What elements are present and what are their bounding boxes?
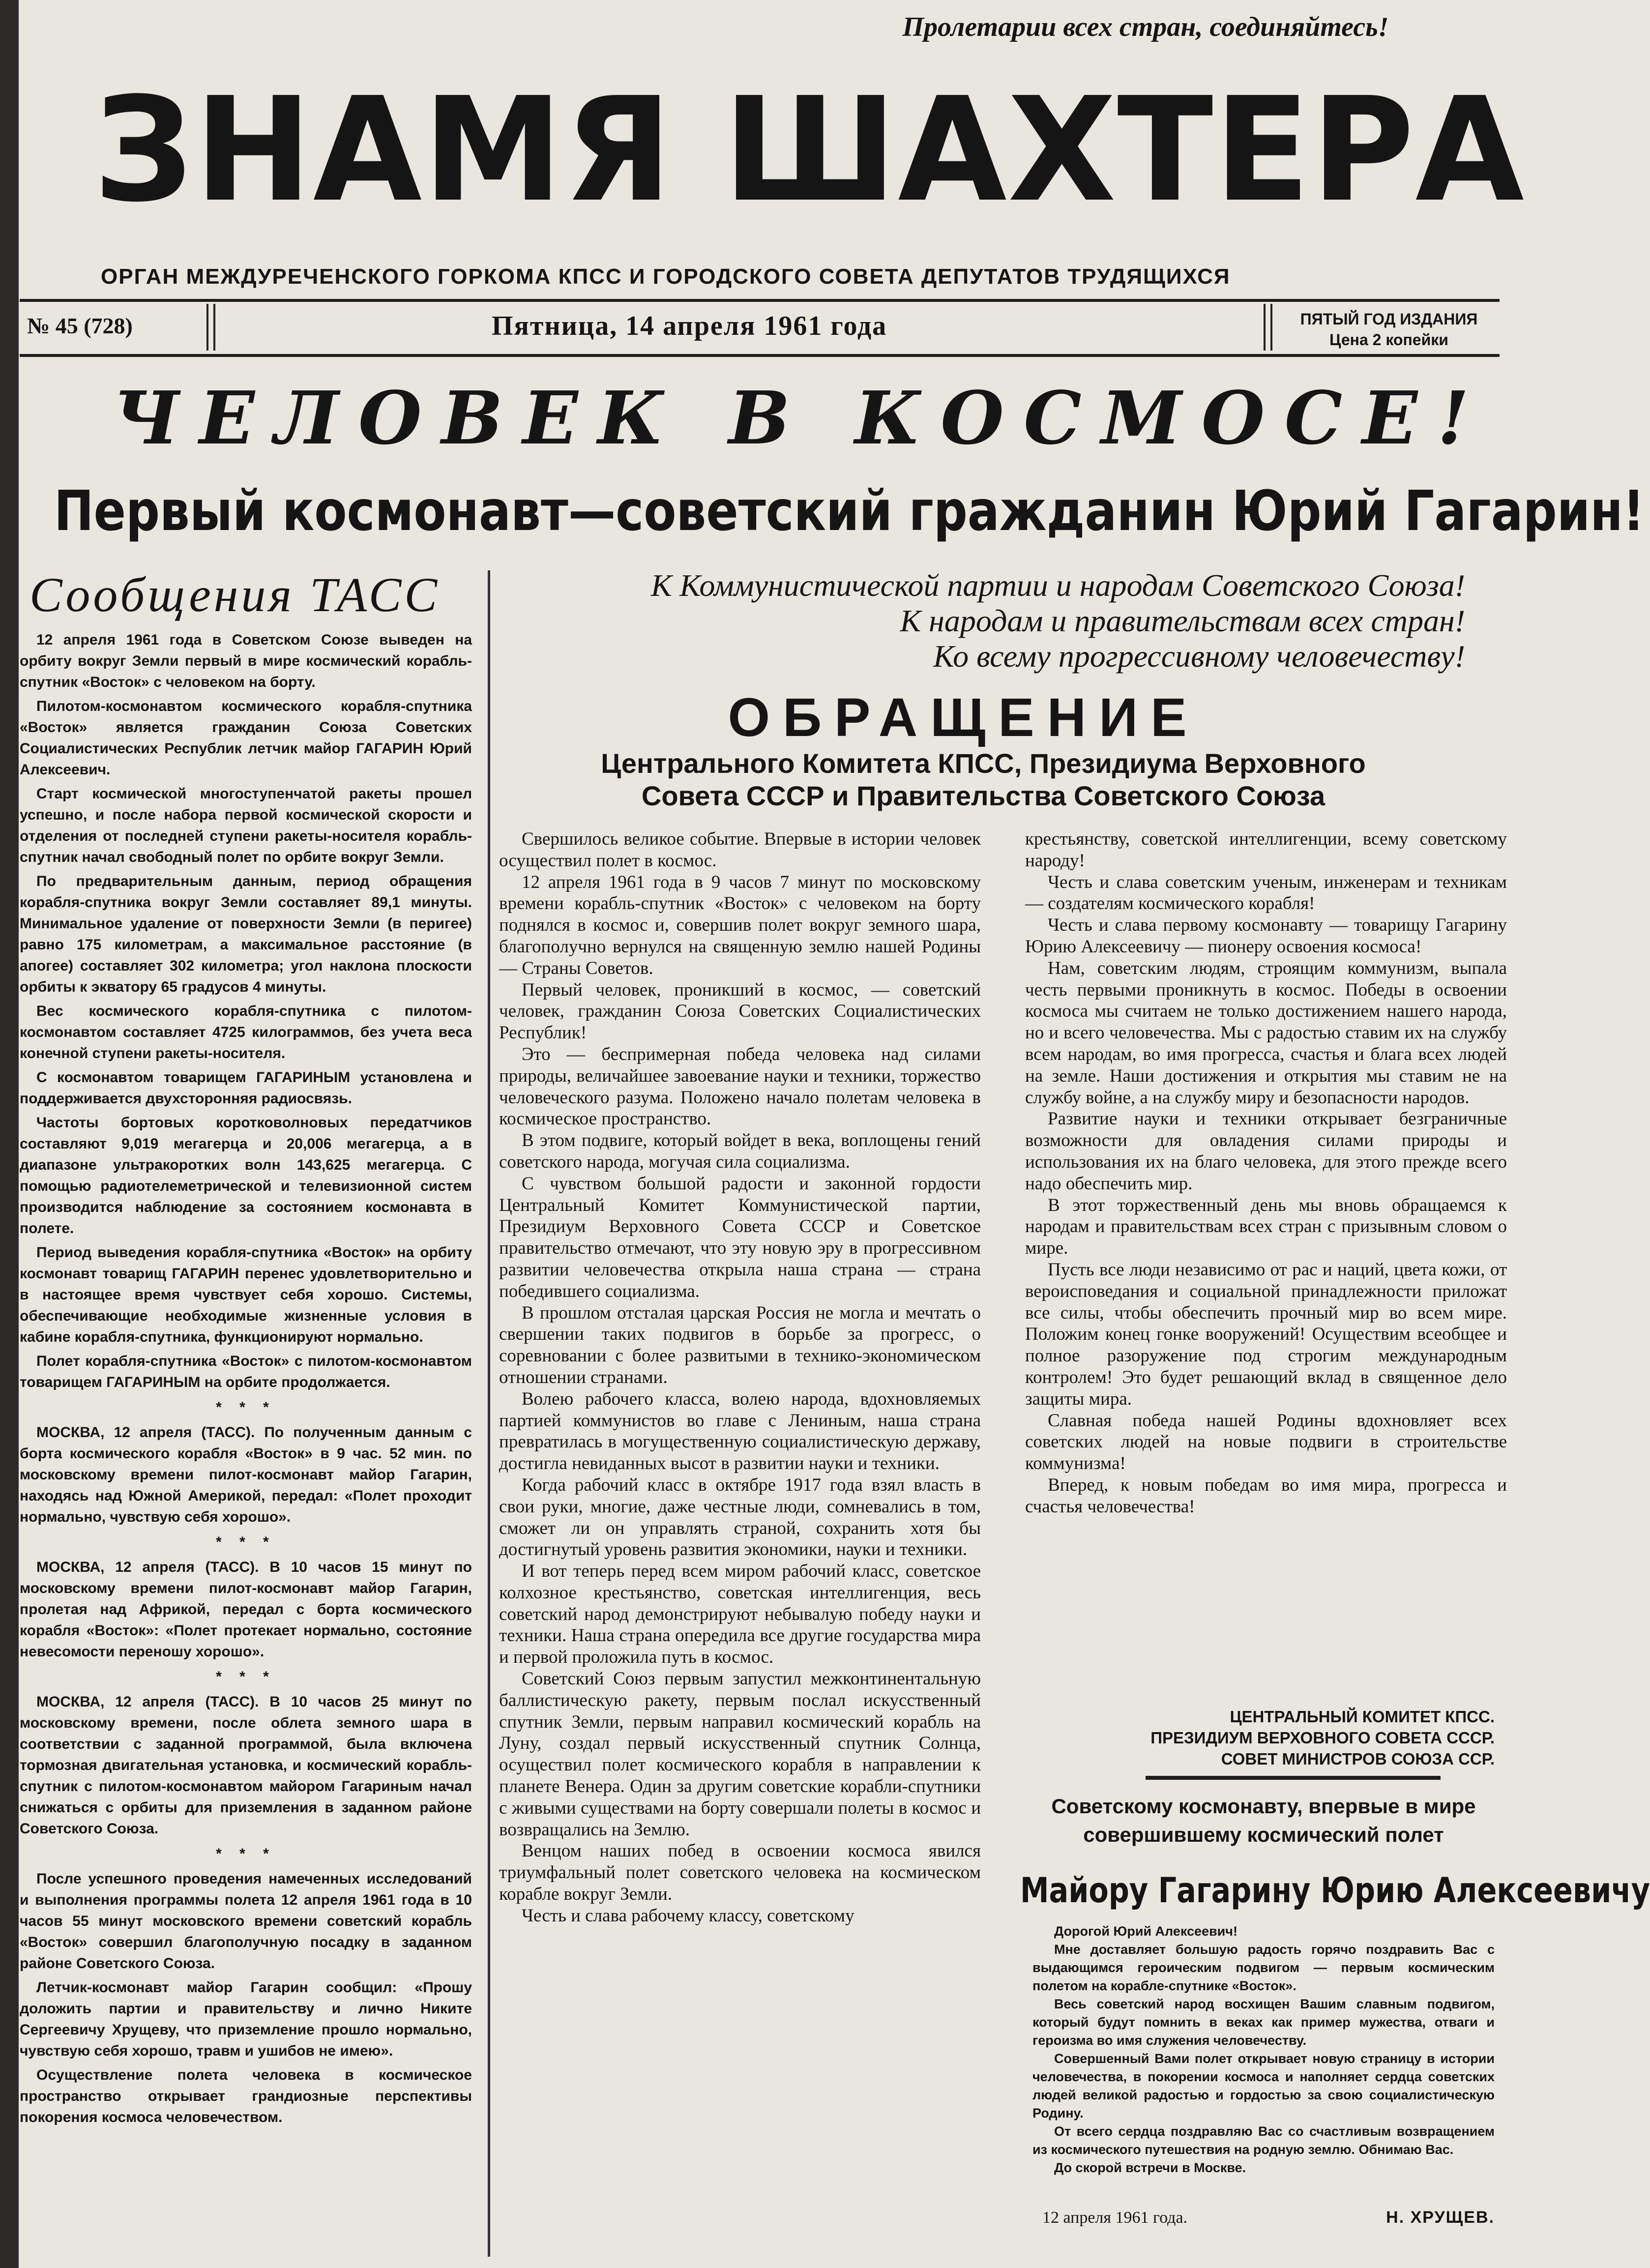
telegram-addressee: Майору Гагарину Юрию Алексеевичу [1020, 1870, 1650, 1911]
appeal-column-right [1025, 828, 1507, 1694]
address-line: К Коммунистической партии и народам Советского Союза! [650, 568, 1465, 603]
telegram-paragraph: Совершенный Вами полет открывает новую страницу в истории человечества, в покорении космоса и наполняет сердца советских людей великой радостью и гордостью за свою социалистическую Родину. [1032, 2051, 1495, 2121]
appeal-paragraph: 12 апреля 1961 года в 9 часов 7 минут по московскому времени корабль-спутник «Восток» с человеком на борту поднялся в космос и, совершив полет вокруг земного шара, благополучно вернулся на священную землю нашей Родины — Страны Советов. [499, 872, 981, 978]
sub-headline: Первый космонавт—советский гражданин Юрий Гагарин! [54, 479, 1645, 543]
top-rule [20, 299, 1500, 302]
edition-box [1278, 309, 1500, 353]
organ-line: ОРГАН МЕЖДУРЕЧЕНСКОГО ГОРКОМА КПСС И ГОРОДСКОГО СОВЕТА ДЕПУТАТОВ ТРУДЯЩИХСЯ [101, 265, 1231, 289]
divider-bar [1264, 304, 1272, 351]
section-separator: * * * [216, 1846, 276, 1862]
telegram-paragraph: Весь советский народ восхищен Вашим славным подвигом, который будут помнить в веках как пример мужества, отваги и героизма во имя служения человечеству. [1032, 1997, 1495, 2048]
telegram-paragraph: От всего сердца поздравляю Вас со счастливым возвращением из космического путешествия на родную землю. Обнимаю Вас. [1032, 2124, 1495, 2157]
tass-paragraph: По предварительным данным, период обращения корабля-спутника вокруг Земли составляет 89,1 минуты. Минимальное удаление от поверхности Земли (в перигее) равно 175 километрам, а максимальное расстояние (в апогее) составляет 302 километра; угол наклона плоскости орбиты к экватору 65 градусов 4 минуты. [20, 873, 472, 995]
price: Цена 2 копейки [1329, 331, 1448, 349]
telegram-body [1032, 1922, 1495, 2232]
appeal-paragraph: Пусть все люди независимо от рас и наций, цвета кожи, от вероисповедания и социальной принадлежности приложат все силы, чтобы обеспечить прочный мир во всем мире. Положим конец гонке вооружений! Осуществим всеобщее и полное разоружение под строгим международным контролем! Это будет решающий вклад в священное дело защиты мира. [1025, 1259, 1507, 1409]
appeal-paragraph: Когда рабочий класс в октябре 1917 года взял власть в свои руки, многие, даже честные люди, сомневались в том, сможет ли он управлять страной, сохранить хотя бы достигнутый уровень развития экономики, науки и техники. [499, 1474, 981, 1560]
tass-paragraph: Осуществление полета человека в космическое пространство открывает грандиозные перспективы покорения космоса человечеством. [20, 2067, 472, 2125]
telegram-heading: Советскому космонавту, впервые в мире совершившему космический полет [1051, 1795, 1476, 1846]
appeal-address [501, 568, 1465, 681]
divider-bar [206, 304, 215, 351]
appeal-paragraph: Честь и слава рабочему классу, советскому [522, 1905, 854, 1926]
telegram-paragraph: Дорогой Юрий Алексеевич! [1054, 1924, 1238, 1939]
tass-paragraph: Вес космического корабля-спутника с пилотом-космонавтом составляет 4725 килограммов, без учета веса конечной ступени ракеты-носителя. [20, 1003, 472, 1061]
appeal-paragraph: В прошлом отсталая царская Россия не могла и мечтать о свершении таких подвигов в борьбе за прогресс, о соревновании с более развитыми в технико-экономическом отношении странами. [499, 1302, 981, 1387]
appeal-paragraph: Нам, советским людям, строящим коммунизм, выпала честь первыми проникнуть в космос. Победы в освоении космоса мы считаем не только достижением нашего народа, но и всего человечества. Мы с радостью ставим их на службу всем народам, во имя прогресса, счастья и блага всех людей на земле. Наши достижения и открытия мы ставим не на службу войне, а на службу миру и безопасности народов. [1025, 958, 1507, 1108]
signature-rule [1146, 1776, 1441, 1780]
appeal-paragraph: И вот теперь перед всем миром рабочий класс, советское колхозное крестьянство, советская интеллигенция, весь советский народ демонстрируют небывалую победу науки и техники. Наша страна опередила все другие государства мира и первой проложила путь в космос. [499, 1561, 981, 1668]
main-headline: ЧЕЛОВЕК В КОСМОСЕ! [113, 375, 1489, 461]
tass-paragraph: МОСКВА, 12 апреля (ТАСС). В 10 часов 15 минут по московскому времени пилот-космонавт майор Гагарин, пролетая над Африкой, передал с борта космического корабля «Восток»: «Полет протекает нормально, состояние невесомости переношу хорошо». [20, 1559, 472, 1660]
tass-paragraph: МОСКВА, 12 апреля (ТАСС). В 10 часов 25 минут по московскому времени, после облета земного шара в соответствии с заданной программой, была включена тормозная двигательная установка, и космический корабль-спутник с пилотом-космонавтом майором Гагариным начал снижаться с орбиты для приземления в заданном районе Советского Союза. [20, 1694, 472, 1837]
signature-line: ПРЕЗИДИУМ ВЕРХОВНОГО СОВЕТА СССР. [1150, 1729, 1495, 1747]
tass-column [20, 629, 472, 2252]
tass-paragraph: МОСКВА, 12 апреля (ТАСС). По полученным данным с борта космического корабля «Восток» в 9 час. 52 мин. по московскому времени пилот-космонавт майор Гагарин, находясь над Южной Америкой, передал: «Полет проходит нормально, чувствую себя хорошо». [20, 1424, 472, 1525]
issue-info-bar [20, 299, 1500, 355]
telegram-date: 12 апреля 1961 года. [1042, 2209, 1188, 2227]
appeal-paragraph: С чувством большой радости и законной гордости Центральный Комитет Коммунистической партии, Президиум Верховного Совета СССР и Советское правительство отмечают, что эту новую эру в прогрессивном развитии человечества открыла наша страна — страна победившего социализма. [499, 1173, 981, 1301]
address-line: Ко всему прогрессивному человечеству! [933, 639, 1465, 674]
appeal-paragraph: Развитие науки и техники открывает безграничные возможности для овладения силами природы и использования их на благо человека, для этого прежде всего надо обеспечить мир. [1025, 1109, 1507, 1194]
appeal-paragraph: Свершилось великое событие. Впервые в истории человек осуществил полет в космос. [499, 829, 981, 871]
appeal-title: ОБРАЩЕНИЕ [728, 687, 1200, 748]
appeal-paragraph: Волею рабочего класса, волею народа, вдохновляемых партией коммунистов во главе с Лениным, наша страна превратилась в могущественную социалистическую державу, достигла невиданных высот в развитии науки и техники. [499, 1388, 981, 1474]
address-line: К народам и правительствам всех стран! [900, 603, 1465, 638]
tass-paragraph: 12 апреля 1961 года в Советском Союзе выведен на орбиту вокруг Земли первый в мире космический корабль-спутник «Восток» с человеком на борту. [20, 632, 472, 690]
appeal-subtitle: Центрального Комитета КПСС, Президиума Верховного Совета СССР и Правительства Советского Союза [601, 748, 1366, 811]
section-separator: * * * [216, 1669, 276, 1685]
tass-section-title: Сообщения ТАСС [29, 567, 441, 622]
tass-paragraph: Период выведения корабля-спутника «Восток» на орбиту космонавт товарищ ГАГАРИН перенес удовлетворительно и в настоящее время чувствует себя хорошо. Системы, обеспечивающие необходимые жизненные условия в кабине корабля-спутника, функционируют нормально. [20, 1244, 472, 1345]
appeal-paragraph: Первый человек, проникший в космос, — советский человек, гражданин Союза Советских Социалистических Республик! [499, 979, 981, 1043]
telegram-paragraph: До скорой встречи в Москве. [1054, 2160, 1246, 2175]
newspaper-title: ЗНАМЯ ШАХТЕРА [93, 66, 1525, 234]
telegram-paragraph: Мне доставляет большую радость горячо поздравить Вас с выдающимся героическим подвигом — первым космическим полетом на корабле-спутнике «Восток». [1032, 1942, 1495, 1993]
appeal-paragraph: В этом подвиге, который войдет в века, воплощены гений советского народа, могучая сила социализма. [499, 1130, 981, 1172]
tass-paragraph: Летчик-космонавт майор Гагарин сообщил: «Прошу доложить партии и правительству и лично Никите Сергеевичу Хрущеву, что приземление прошло нормально, чувствую себя хорошо, травм и ушибов не имею». [20, 1979, 472, 2059]
telegram-footer [1042, 2207, 1495, 2229]
issue-date: Пятница, 14 апреля 1961 года [492, 311, 887, 341]
telegram-author: Н. ХРУЩЕВ. [1386, 2208, 1495, 2227]
appeal-paragraph: Советский Союз первым запустил межконтинентальную баллистическую ракету, первым послал искусственный спутник Земли, первым направил космический корабль на Луну, создал первый искусственный спутник Солнца, осуществил полет космического корабля в направлении к планете Венера. Один за другим советские корабли-спутники с живыми существами на борту совершали полеты в космос и возвращались на Землю. [499, 1669, 981, 1840]
appeal-paragraph: В этот торжественный день мы вновь обращаемся к народам и правительствам всех стран с призывным словом о мире. [1025, 1195, 1507, 1259]
appeal-paragraph: Честь и слава советским ученым, инженерам и техникам — создателям космического корабля! [1025, 872, 1507, 914]
appeal-column-left [499, 828, 981, 2254]
tass-paragraph: С космонавтом товарищем ГАГАРИНЫМ установлена и поддерживается двухсторонняя радиосвязь. [20, 1069, 472, 1107]
issue-number: № 45 (728) [27, 313, 133, 338]
tass-paragraph: Пилотом-космонавтом космического корабля-спутника «Восток» является гражданин Союза Советских Социалистических Республик летчик майор ГАГАРИН Юрий Алексеевич. [20, 698, 472, 778]
bottom-rule [20, 354, 1500, 357]
appeal-paragraph: Венцом наших побед в освоении космоса явился триумфальный полет советского человека на космическом корабле вокруг Земли. [499, 1841, 981, 1905]
tass-paragraph: После успешного проведения намеченных исследований и выполнения программы полета 12 апреля 1961 года в 10 часов 55 минут московского времени советский корабль «Восток» совершил благополучную посадку в заданном районе Советского Союза. [20, 1871, 472, 1972]
tass-paragraph: Частоты бортовых коротковолновых передатчиков составляют 9,019 мегагерца и 20,006 мегагерца, а в диапазоне ультракоротких волн 143,625 мегагерца. С помощью радиотелеметрической и телевизионной систем производится наблюдение за состоянием космонавта в полете. [20, 1115, 472, 1237]
section-separator: * * * [216, 1534, 276, 1550]
signature-line: ЦЕНТРАЛЬНЫЙ КОМИТЕТ КПСС. [1230, 1708, 1495, 1726]
page-edge-shadow [0, 0, 19, 2268]
tass-paragraph: Полет корабля-спутника «Восток» с пилотом-космонавтом товарищем ГАГАРИНЫМ на орбите продолжается. [20, 1353, 472, 1390]
signature-line: СОВЕТ МИНИСТРОВ СОЮЗА ССР. [1221, 1750, 1495, 1768]
column-divider [488, 570, 490, 2257]
slogan: Пролетарии всех стран, соединяйтесь! [902, 12, 1389, 42]
edition-year: ПЯТЫЙ ГОД ИЗДАНИЯ [1300, 310, 1478, 328]
appeal-signature [1052, 1706, 1495, 1772]
appeal-paragraph: Это — беспримерная победа человека над силами природы, величайшее завоевание науки и техники, торжество человеческого разума. Положено начало полетам человека в космическое пространство. [499, 1044, 981, 1129]
appeal-paragraph: Честь и слава первому космонавту — товарищу Гагарину Юрию Алексеевичу — пионеру освоения космоса! [1025, 915, 1507, 957]
appeal-paragraph: Славная победа нашей Родины вдохновляет всех советских людей на новые подвиги в строительстве коммунизма! [1025, 1410, 1507, 1474]
section-separator: * * * [216, 1399, 276, 1415]
appeal-paragraph: Вперед, к новым победам во имя мира, прогресса и счастья человечества! [1025, 1474, 1507, 1517]
appeal-paragraph: крестьянству, советской интеллигенции, всему советскому народу! [1025, 829, 1507, 871]
tass-paragraph: Старт космической многоступенчатой ракеты прошел успешно, и после набора первой космической скорости и отделения от последней ступени ракеты-носителя корабль-спутник начал свободный полет по орбите вокруг Земли. [20, 786, 472, 865]
